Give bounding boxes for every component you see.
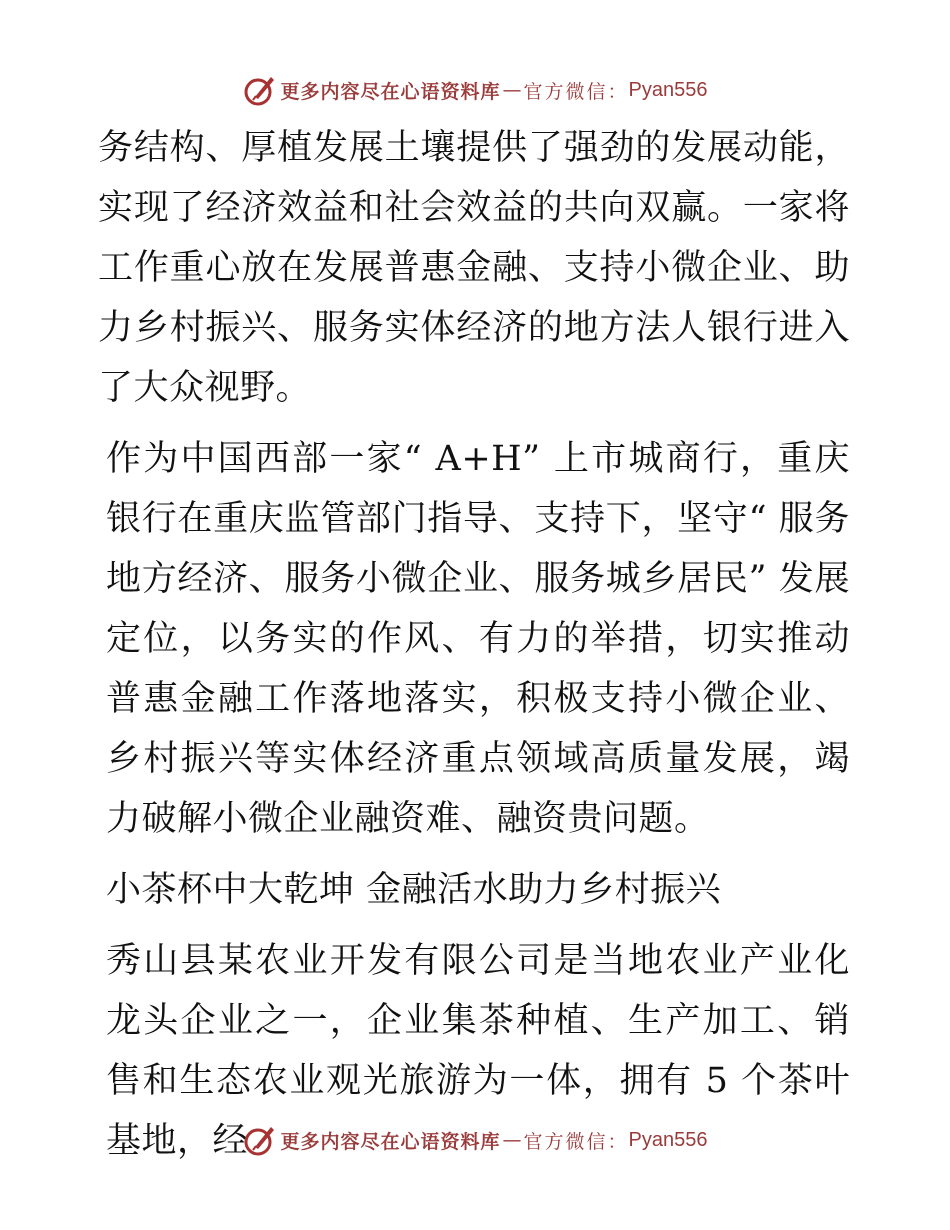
- watermark-dash: —: [502, 79, 522, 101]
- watermark-dash: —: [502, 1129, 522, 1151]
- header-watermark: [0, 70, 950, 110]
- watermark-brand-text: 更多内容尽在心语资料库: [280, 1130, 501, 1153]
- document-body: [98, 118, 850, 1171]
- quill-logo-icon: [243, 1123, 277, 1157]
- watermark-brand-text: 更多内容尽在心语资料库: [280, 80, 501, 103]
- paragraph-3: 秀山县某农业开发有限公司是当地农业产业化龙头企业之一，企业集茶种植、生产加工、销售和生态农业观光旅游为一体，拥有 5 个茶叶基地，经: [106, 941, 850, 1161]
- quill-logo-icon: [243, 73, 277, 107]
- paragraph-1: 务结构、厚植发展土壤提供了强劲的发展动能，实现了经济效益和社会效益的共向双赢。一家将工作重心放在发展普惠金融、支持小微企业、助力乡村振兴、服务实体经济的地方法人银行进入了大众视野。: [98, 128, 850, 408]
- watermark-wechat-label: 官方微信：: [523, 80, 629, 103]
- watermark-wechat-id: Pyan556: [628, 1128, 708, 1151]
- watermark-wechat-label: 官方微信：: [523, 1130, 629, 1153]
- section-heading: 小茶杯中大乾坤 金融活水助力乡村振兴: [106, 870, 722, 910]
- footer-watermark: [0, 1120, 950, 1160]
- watermark-wechat-id: Pyan556: [628, 78, 708, 101]
- paragraph-2: 作为中国西部一家“ A+H” 上市城商行，重庆银行在重庆监管部门指导、支持下，坚守“ 服务地方经济、服务小微企业、服务城乡居民” 发展定位，以务实的作风、有力的举措，切实推动普惠金融工作落地落实，积极支持小微企业、乡村振兴等实体经济重点领域高质量发展，竭力破解小微企业融资难、融资贵问题。: [106, 439, 850, 839]
